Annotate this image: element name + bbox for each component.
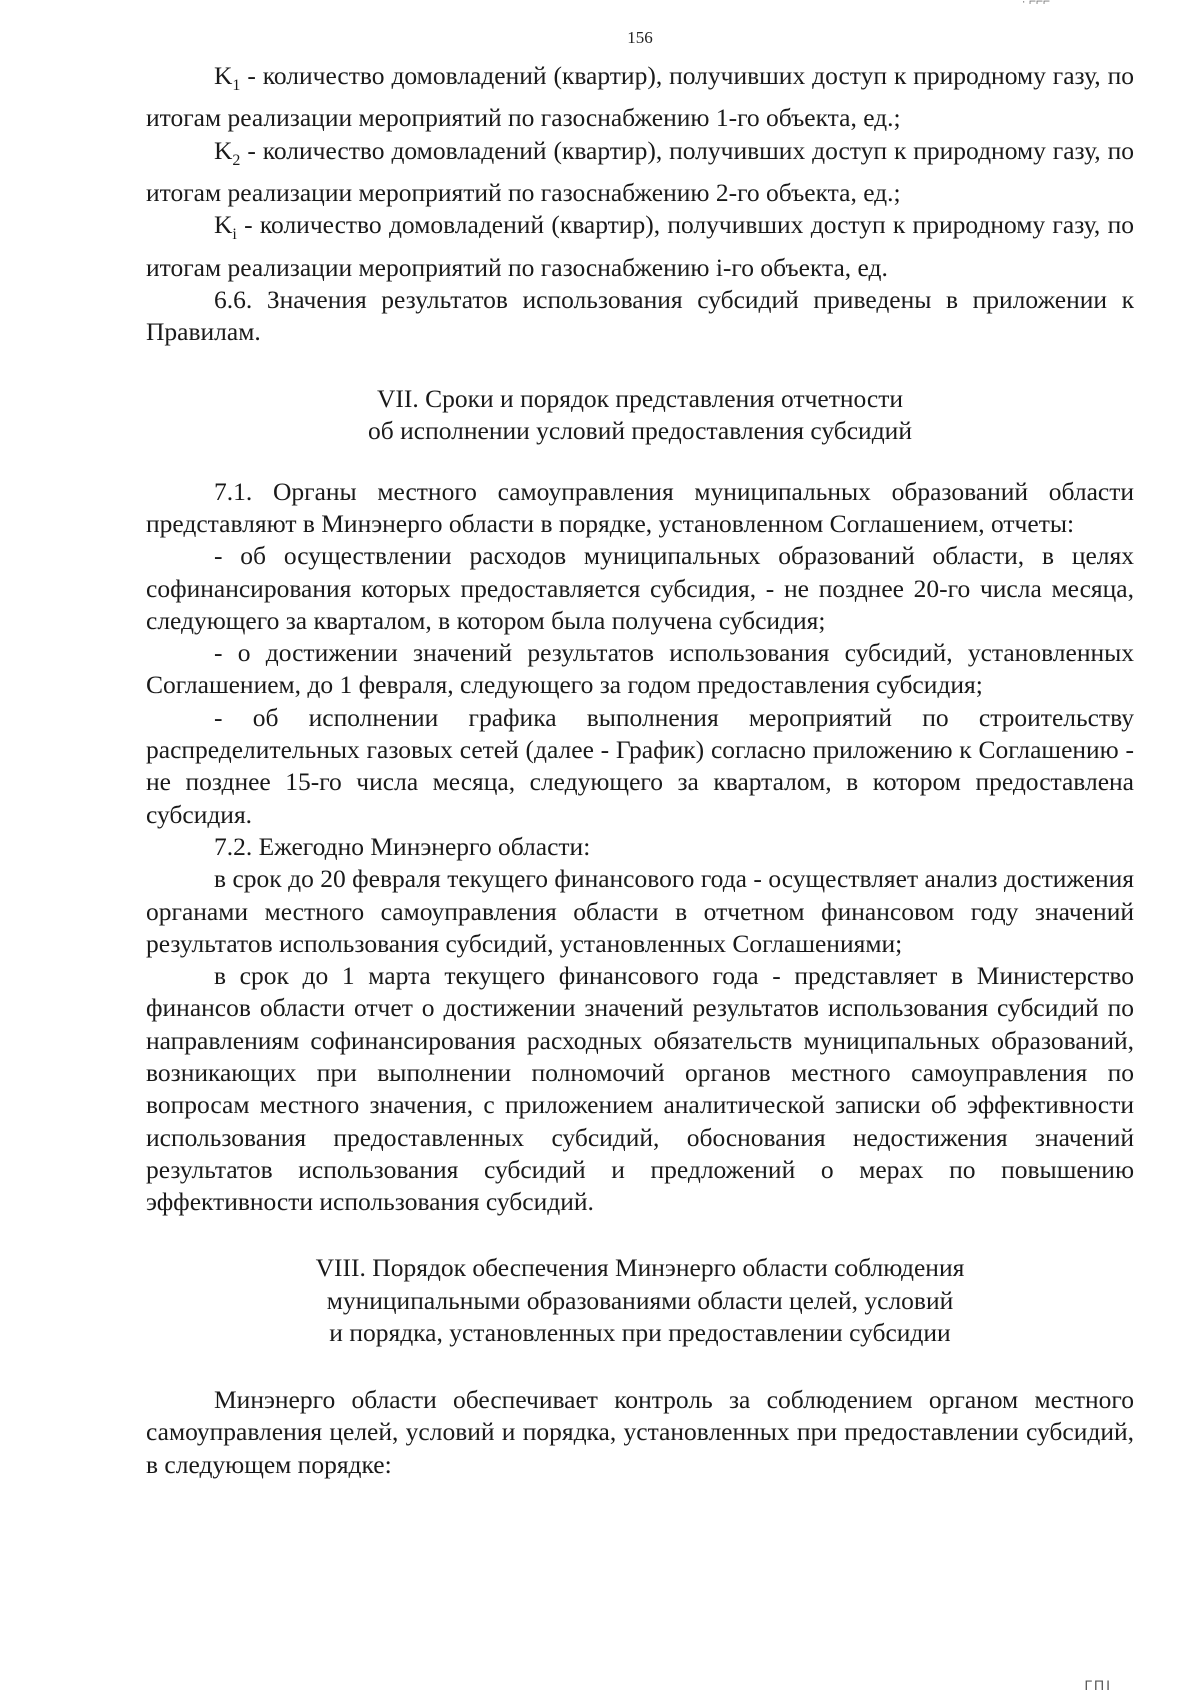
section-8-heading-line-2: муниципальными образованиями области целей, условий xyxy=(326,1285,954,1315)
definition-k2 xyxy=(146,135,1134,210)
ki-subscript: i xyxy=(232,226,237,244)
report-item-expenses: - об осуществлении расходов муниципальных образований области, в целях софинансирования которых предоставляется субсидия, - не позднее 20-го числа месяца, следующего за кварталом, в котором была получена субсидия; xyxy=(146,541,1134,635)
bottom-margin-mark: ГПI xyxy=(1084,1677,1112,1693)
paragraph-7-2-analysis: в срок до 20 февраля текущего финансового года - осуществляет анализ достижения органами местного самоуправления области в отчетном финансовом году значений результатов использования субсидий, установленных Соглашениями; xyxy=(146,864,1134,958)
k1-subscript: 1 xyxy=(232,77,241,95)
k2-text: - количество домовладений (квартир), получивших доступ к природному газу, по итогам реализации мероприятий по газоснабжению 2-го объекта, ед.; xyxy=(146,135,1134,208)
k2-subscript: 2 xyxy=(232,151,241,169)
ki-text: - количество домовладений (квартир), получивших доступ к природному газу, по итогам реализации мероприятий по газоснабжению i-го объекта, ед. xyxy=(146,210,1134,282)
k2-symbol: K xyxy=(214,135,233,165)
section-8-heading-line-1: VIII. Порядок обеспечения Минэнерго области соблюдения xyxy=(315,1253,965,1283)
paragraph-6-6: 6.6. Значения результатов использования субсидий приведены в приложении к Правилам. xyxy=(146,285,1134,347)
report-item-schedule: - об исполнении графика выполнения мероприятий по строительству распределительных газовых сетей (далее - График) согласно приложению к Соглашению - не позднее 15-го числа месяца, следующего за кварталом, в котором предоставлена субсидия. xyxy=(146,702,1134,829)
scan-corner-mark: · ⌐⌐⌐ xyxy=(1021,0,1050,8)
page-number: 156 xyxy=(627,28,653,47)
paragraph-7-1: 7.1. Органы местного самоуправления муниципальных образований области представляют в Минэнерго области в порядке, установленном Соглашением, отчеты: xyxy=(146,476,1134,538)
k1-text: - количество домовладений (квартир), получивших доступ к природному газу, по итогам реализации мероприятий по газоснабжению 1-го объекта, ед.; xyxy=(146,61,1134,133)
paragraph-7-2: 7.2. Ежегодно Минэнерго области: xyxy=(214,831,591,861)
section-7-heading-line-2: об исполнении условий предоставления субсидий xyxy=(368,416,912,446)
report-item-results: - о достижении значений результатов использования субсидий, установленных Соглашением, до 1 февраля, следующего за годом предоставления субсидия; xyxy=(146,638,1134,700)
definition-ki xyxy=(146,209,1134,284)
section-7-heading xyxy=(146,383,1134,448)
section-7-heading-line-1: VII. Сроки и порядок представления отчетности xyxy=(376,383,904,413)
section-8-heading xyxy=(146,1252,1134,1350)
section-8-paragraph: Минэнерго области обеспечивает контроль за соблюдением органом местного самоуправления целей, условий и порядка, установленных при предоставлении субсидий, в следующем порядке: xyxy=(146,1384,1134,1479)
section-8-heading-line-3: и порядка, установленных при предоставлении субсидии xyxy=(329,1318,951,1348)
document-page xyxy=(146,28,1134,1481)
k1-symbol: K xyxy=(214,61,233,90)
paragraph-7-2-report: в срок до 1 марта текущего финансового года - представляет в Министерство финансов области отчет о достижении значений результатов использования субсидий по направлениям софинансирования расходных обязательств муниципальных образований, возникающих при выполнении полномочий органов местного самоуправления по вопросам местного значения, с приложением аналитической записки об эффективности использования предоставленных субсидий, обоснования недостижения значений результатов использования субсидий и предложений о мерах по повышению эффективности использования субсидий. xyxy=(146,961,1134,1217)
definition-k1 xyxy=(146,60,1134,135)
ki-symbol: K xyxy=(214,210,233,240)
